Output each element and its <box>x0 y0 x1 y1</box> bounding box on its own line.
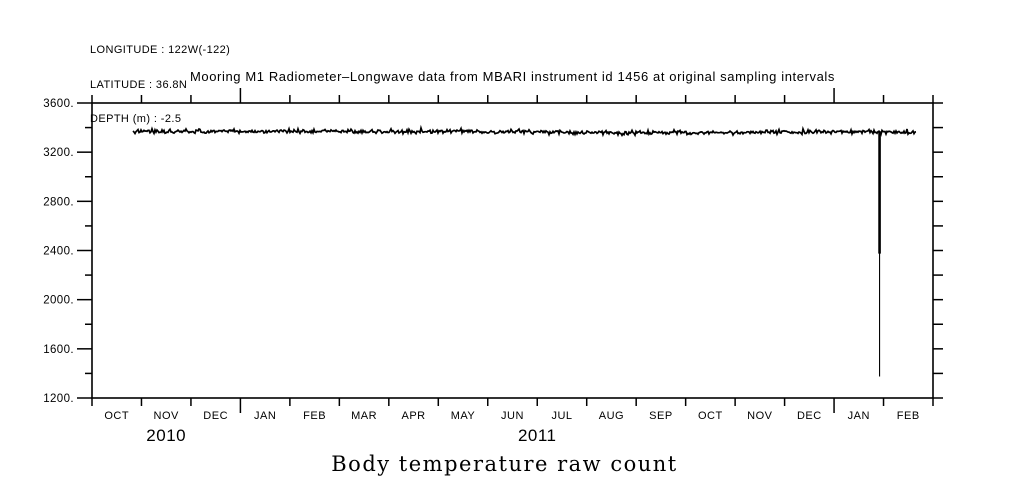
month-label: DEC <box>796 410 822 422</box>
month-label: OCT <box>698 410 723 422</box>
month-label: MAR <box>351 410 378 422</box>
y-tick-label: 3200. <box>43 147 74 160</box>
month-label: JUL <box>551 410 573 422</box>
month-label: DEC <box>203 410 229 422</box>
y-tick-label: 2400. <box>43 245 74 258</box>
y-tick-label: 2000. <box>43 294 74 307</box>
y-tick-label: 2800. <box>43 196 74 209</box>
month-label: JAN <box>254 410 277 422</box>
month-label: NOV <box>747 410 773 422</box>
plot-frame <box>92 103 933 398</box>
y-tick-label: 1200. <box>43 393 74 405</box>
metadata-depth: DEPTH (m) : -2.5 <box>90 113 182 125</box>
month-label: NOV <box>153 410 179 422</box>
month-label: OCT <box>104 410 130 422</box>
figure-caption: Body temperature raw count <box>331 452 678 476</box>
year-label: 2011 <box>517 426 557 445</box>
y-tick-label: 1600. <box>43 343 74 356</box>
year-label: 2010 <box>146 426 187 445</box>
metadata-latitude: LATITUDE : 36.8N <box>90 78 188 91</box>
chart-title: Mooring M1 Radiometer–Longwave data from MBARI instrument id 1456 at original sampling intervals <box>189 69 836 84</box>
metadata-longitude: LONGITUDE : 122W(-122) <box>90 44 231 56</box>
y-tick-label: 3600. <box>43 98 74 110</box>
month-label: JAN <box>847 410 870 422</box>
month-label: APR <box>401 410 426 422</box>
month-label: FEB <box>896 410 920 422</box>
data-series-line <box>133 128 916 135</box>
month-label: SEP <box>649 410 673 422</box>
month-label: FEB <box>303 410 327 422</box>
month-label: AUG <box>598 410 625 422</box>
month-label: MAY <box>450 410 476 422</box>
month-label: JUN <box>501 410 524 422</box>
